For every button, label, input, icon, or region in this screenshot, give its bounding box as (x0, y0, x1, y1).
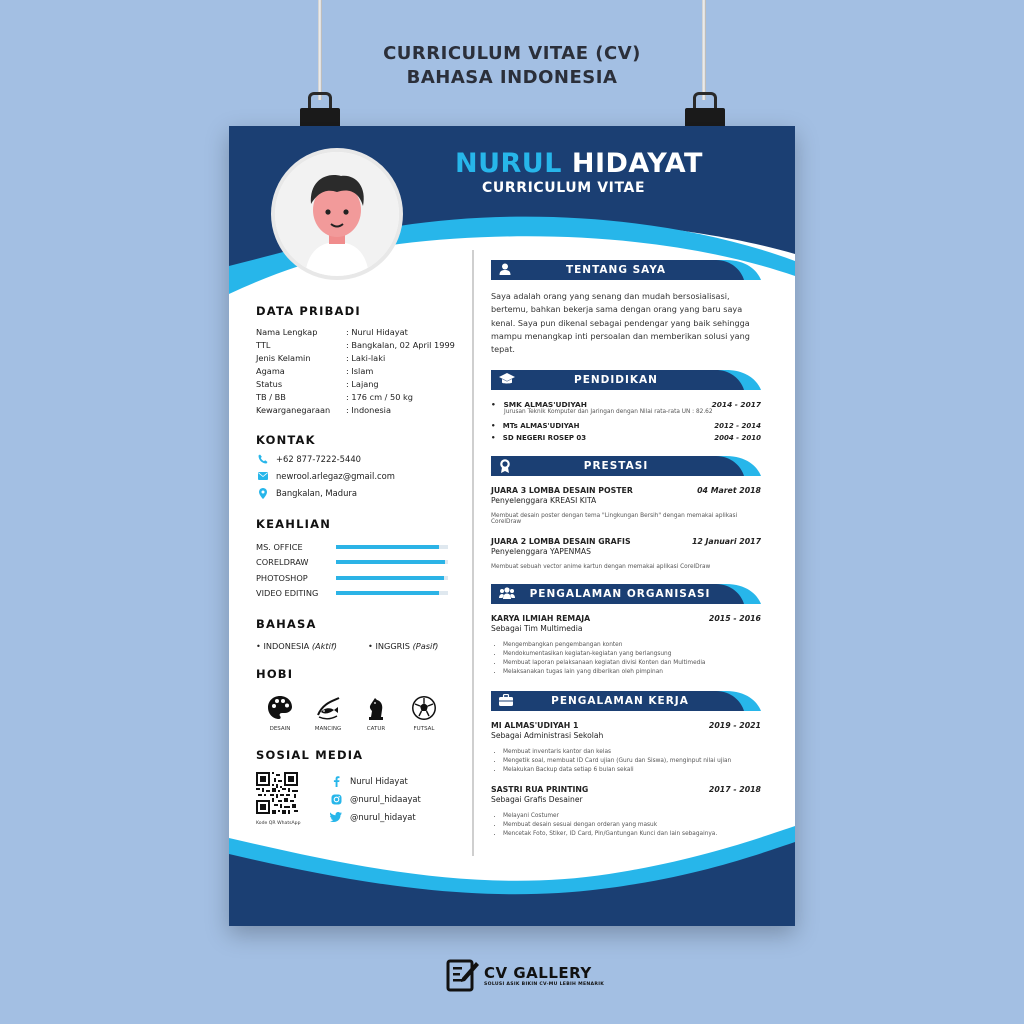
job-years: 2017 - 2018 (708, 785, 761, 795)
row-value: : Lajang (346, 379, 379, 389)
skills-list (256, 539, 456, 601)
hobby-item (400, 695, 448, 732)
left-column (256, 304, 456, 826)
job-header (491, 721, 761, 730)
location-pin-icon (256, 487, 270, 499)
page-headline (0, 42, 1024, 90)
brand-text (484, 964, 604, 987)
job-company: MI ALMAS'UDIYAH 1 (491, 721, 579, 731)
hanging-cord-right (702, 0, 706, 100)
personal-row (256, 378, 456, 391)
avatar-illustration (275, 152, 399, 276)
social-instagram[interactable] (330, 790, 421, 808)
hobby-item (256, 695, 304, 732)
school-name: • MTs ALMAS'UDIYAH (491, 422, 580, 431)
language-name: INGGRIS (375, 641, 410, 651)
duty-item: • Mengetik soal, membuat ID Card ujian (Guru dan Siswa), menginput nilai ujian (503, 757, 761, 766)
qr-caption: Kode QR WhatsApp (256, 821, 301, 826)
email-address: newrool.arlegaz@gmail.com (276, 471, 395, 481)
avatar (271, 148, 403, 280)
row-value: : Indonesia (346, 405, 391, 415)
school-name: • SMK ALMAS'UDIYAH (491, 400, 587, 410)
job-duties (491, 748, 761, 775)
skill-label: PHOTOSHOP (256, 572, 308, 583)
school-name-text: MTs ALMAS'UDIYAH (502, 422, 580, 431)
facebook-name: Nurul Hidayat (350, 776, 408, 786)
row-label: Agama (256, 366, 285, 376)
job-role: Sebagai Grafis Desainer (491, 795, 583, 805)
headline-line1: CURRICULUM VITAE (CV) (383, 43, 641, 64)
palette-icon (267, 695, 293, 721)
section-band-tentang-saya (491, 260, 761, 280)
row-label: Nama Lengkap (256, 327, 318, 337)
skill-bar (336, 560, 448, 564)
organization-name: KARYA ILMIAH REMAJA (491, 614, 591, 624)
soccer-ball-icon (411, 695, 437, 721)
skill-label: MS. OFFICE (256, 541, 303, 552)
achievement-organizer: Penyelenggara YAPENMAS (491, 547, 591, 557)
cv-subtitle: CURRICULUM VITAE (482, 180, 646, 196)
achievement-title: JUARA 2 LOMBA DESAIN GRAFIS (491, 537, 631, 547)
skill-bar (336, 545, 448, 549)
candidate-name (455, 148, 703, 179)
chess-knight-icon (363, 695, 389, 721)
hobby-label: CATUR (366, 726, 386, 732)
last-name: HIDAYAT (571, 148, 703, 179)
social-accounts (330, 772, 421, 826)
organization-entry (491, 614, 761, 677)
skill-bar-fill (336, 576, 444, 580)
achievement-item (491, 486, 761, 495)
row-label: Jenis Kelamin (256, 353, 311, 363)
achievement-date: 12 Januari 2017 (691, 537, 761, 547)
achievement-date: 04 Maret 2018 (697, 486, 761, 496)
achievement-list (491, 486, 761, 570)
contact-address (256, 487, 456, 499)
section-title-kontak: KONTAK (256, 433, 316, 447)
hobby-label: DESAIN (269, 726, 291, 732)
contact-list (256, 453, 456, 499)
language-level: (Aktif) (311, 641, 337, 651)
school-name-text: SMK ALMAS'UDIYAH (503, 400, 587, 410)
skill-bar-fill (336, 560, 445, 564)
section-title-tentang-saya: TENTANG SAYA (565, 264, 667, 276)
duty-item: • Membuat inventaris kantor dan kelas (503, 748, 761, 757)
address-text: Bangkalan, Madura (276, 488, 357, 498)
row-label: Status (256, 379, 283, 389)
organization-header (491, 614, 761, 623)
section-title-hobi: HOBI (256, 667, 294, 681)
job-years: 2019 - 2021 (708, 721, 761, 731)
row-value: : Islam (346, 366, 374, 376)
achievement-title: JUARA 3 LOMBA DESAIN POSTER (491, 486, 633, 496)
duty-item: • Mencetak Foto, Stiker, ID Card, Pin/Gantungan Kunci dan lain sebagainya. (503, 830, 761, 839)
section-title-organisasi: PENGALAMAN ORGANISASI (529, 588, 711, 601)
job-role: Sebagai Administrasi Sekolah (491, 731, 604, 741)
duty-item: • Membuat desain sesuai dengan orderan yang masuk (503, 821, 761, 830)
achievement-organizer: Penyelenggara KREASI KITA (491, 496, 597, 506)
duty-item: • Mendokumentasikan kegiatan-kegiatan yang berlangsung (503, 650, 761, 659)
hobby-label: FUTSAL (413, 726, 435, 732)
skill-row (256, 570, 456, 586)
headline-line2: BAHASA INDONESIA (406, 67, 618, 88)
section-band-prestasi (491, 456, 761, 476)
organization-role: Sebagai Tim Multimedia (491, 624, 583, 634)
personal-row (256, 352, 456, 365)
language-item: • INGGRIS (Pasif) (368, 641, 439, 651)
education-item (491, 434, 761, 442)
education-years: 2012 - 2014 (714, 422, 761, 431)
row-value: : Nurul Hidayat (346, 327, 408, 337)
education-years: 2004 - 2010 (714, 434, 761, 443)
personal-row (256, 404, 456, 417)
cv-gallery-logo-icon (446, 958, 480, 992)
row-value: : 176 cm / 50 kg (346, 392, 413, 402)
social-twitter[interactable] (330, 808, 421, 826)
section-title-data-pribadi: DATA PRIBADI (256, 304, 361, 318)
email-icon (256, 470, 270, 482)
hobbies (256, 695, 456, 732)
achievement-item (491, 537, 761, 546)
education-list (491, 400, 761, 442)
school-name: • SD NEGERI ROSEP 03 (491, 434, 587, 443)
facebook-icon (330, 776, 342, 787)
languages (256, 641, 456, 651)
section-band-pendidikan (491, 370, 761, 390)
education-item (491, 422, 761, 430)
achievement-description: Membuat desain poster dengan tema "Lingkungan Bersih" dengan memakai aplikasi CorelDraw (491, 513, 738, 526)
row-value: : Bangkalan, 02 April 1999 (346, 340, 455, 350)
qr-code[interactable] (256, 772, 298, 814)
personal-row (256, 326, 456, 339)
contact-email (256, 470, 456, 482)
row-label: TTL (256, 340, 271, 350)
section-title-prestasi: PRESTASI (583, 460, 649, 473)
brand-name: CV GALLERY (484, 963, 592, 982)
duty-item: • Membuat laporan pelaksanaan kegiatan divisi Konten dan Multimedia (503, 659, 761, 668)
education-years: 2014 - 2017 (711, 400, 761, 410)
duty-item: • Melayani Costumer (503, 812, 761, 821)
skill-bar (336, 591, 448, 595)
section-band-kerja (491, 691, 761, 711)
organization-years: 2015 - 2016 (708, 614, 761, 624)
qr-block (256, 772, 316, 826)
section-band-organisasi (491, 584, 761, 604)
section-title-bahasa: BAHASA (256, 617, 317, 631)
instagram-icon (330, 794, 342, 805)
cv-sheet (229, 126, 795, 926)
achievement-description: Membuat sebuah vector anime kartun dengan memakai aplikasi CorelDraw (491, 564, 711, 571)
social-media (256, 772, 456, 826)
social-facebook[interactable] (330, 772, 421, 790)
education-note: Jurusan Teknik Komputer dan Jaringan dengan Nilai rata-rata UN : 82.62 (504, 409, 713, 416)
hobby-item (304, 695, 352, 732)
education-item (491, 400, 761, 409)
skill-row (256, 586, 456, 602)
twitter-handle: @nurul_hidayat (350, 812, 416, 822)
personal-row (256, 365, 456, 378)
phone-number: +62 877-7222-5440 (276, 454, 361, 464)
brand-footer (446, 958, 604, 992)
skill-bar-fill (336, 545, 439, 549)
row-label: TB / BB (256, 392, 286, 402)
personal-row (256, 391, 456, 404)
section-title-keahlian: KEAHLIAN (256, 517, 332, 531)
duty-item: • Mengembangkan pengembangan konten (503, 641, 761, 650)
twitter-icon (330, 812, 342, 822)
language-item: • INDONESIA (Aktif) (256, 641, 337, 651)
school-name-text: SD NEGERI ROSEP 03 (502, 434, 587, 443)
section-title-sosial-media: SOSIAL MEDIA (256, 748, 364, 762)
section-title-pendidikan: PENDIDIKAN (574, 374, 658, 387)
hanging-cord-left (318, 0, 322, 100)
job-duties (491, 812, 761, 839)
instagram-handle: @nurul_hidaayat (350, 794, 421, 804)
organization-duties (491, 641, 761, 677)
skill-row (256, 539, 456, 555)
fishing-icon (315, 695, 341, 721)
skill-bar (336, 576, 448, 580)
row-label: Kewarganegaraan (256, 405, 331, 415)
language-name: INDONESIA (263, 641, 310, 651)
hobby-label: MANCING (314, 726, 342, 732)
job-company: SASTRI RUA PRINTING (491, 785, 589, 795)
job-header (491, 785, 761, 794)
duty-item: • Melakukan Backup data setiap 6 bulan sekali (503, 766, 761, 775)
column-divider (472, 250, 474, 856)
row-value: : Laki-laki (346, 353, 386, 363)
hobby-item (352, 695, 400, 732)
personal-row (256, 339, 456, 352)
about-text: Saya adalah orang yang senang dan mudah bersosialisasi, bertemu, bahkan bekerja sama dengan orang yang baru saya kenal. Saya pun dikenal sebagai pendengar yang baik sehingga mampu menangkap inti persoalan dan memberikan solusi yang tepat. (491, 291, 750, 355)
brand-tagline: SOLUSI ASIK BIKIN CV-MU LEBIH MENARIK (484, 981, 605, 987)
work-list (491, 721, 761, 839)
skill-label: CORELDRAW (256, 557, 309, 568)
skill-label: VIDEO EDITING (256, 588, 319, 599)
language-level: (Pasif) (412, 641, 439, 651)
skill-row (256, 555, 456, 571)
contact-phone (256, 453, 456, 465)
personal-data-list (256, 326, 456, 417)
right-column (491, 260, 761, 839)
skill-bar-fill (336, 591, 439, 595)
phone-icon (256, 453, 270, 465)
section-title-kerja: PENGALAMAN KERJA (551, 695, 689, 708)
first-name: NURUL (455, 148, 562, 179)
duty-item: • Melaksanakan tugas lain yang diberikan oleh pimpinan (503, 668, 761, 677)
